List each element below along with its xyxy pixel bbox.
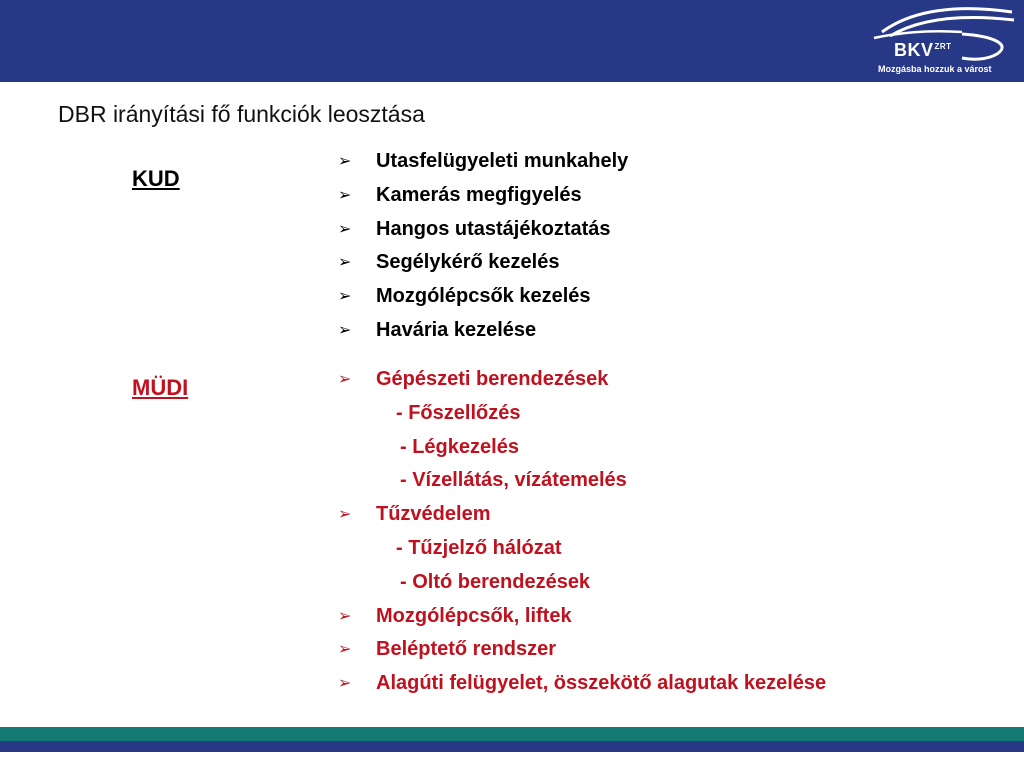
arrow-bullet-icon: ➢ <box>338 371 352 388</box>
kud-label: KUD <box>132 166 180 191</box>
arrow-bullet-icon: ➢ <box>338 321 352 339</box>
arrow-bullet-icon: ➢ <box>338 153 352 170</box>
arrow-bullet-icon: ➢ <box>338 254 352 272</box>
arrow-bullet-icon: ➢ <box>338 288 352 306</box>
slide-title: DBR irányítási fő funkciók leosztása <box>58 101 425 127</box>
arrow-bullet-icon: ➢ <box>338 220 352 238</box>
mudi-label: MÜDI <box>132 375 189 400</box>
logo-tagline: Mozgásba hozzuk a várost <box>878 64 992 74</box>
arrow-bullet-icon: ➢ <box>338 641 352 659</box>
arrow-bullet-icon: ➢ <box>338 506 352 524</box>
footer-stripe-teal <box>0 727 1024 741</box>
header-bar <box>0 0 1024 82</box>
logo-text: $BKV^{ZRT}$ <box>894 40 952 60</box>
footer-stripe-navy <box>0 741 1024 752</box>
arrow-bullet-icon: ➢ <box>338 607 352 625</box>
arrow-bullet-icon: ➢ <box>338 186 352 204</box>
bkv-logo <box>862 2 1022 80</box>
arrow-bullet-icon: ➢ <box>338 675 352 693</box>
